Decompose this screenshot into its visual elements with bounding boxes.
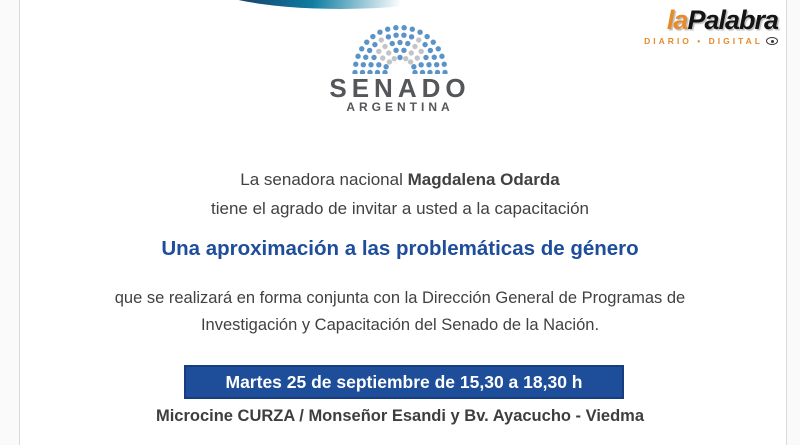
lapalabra-logo [644,5,778,46]
senator-name: Magdalena Odarda [407,170,560,189]
left-margin [0,0,19,445]
lapalabra-palabra: Palabra [687,5,778,35]
top-swoosh-decoration [198,0,483,9]
lapalabra-tagline [644,36,778,46]
left-border-line [19,0,20,445]
senado-logo-subtitle: ARGENTINA [346,100,454,114]
right-margin [787,0,800,445]
body-line-1: que se realizará en forma conjunta con la Dirección General de Programas de [114,289,686,307]
senado-logo-title: SENADO [329,73,471,103]
right-border-line [786,0,787,445]
body-line-2: Investigación y Capacitación del Senado de la Nación. [200,316,600,334]
invitation-line-1-prefix: La senadora nacional [240,170,408,189]
lapalabra-tagline-text: DIARIO • DIGITAL [644,36,763,46]
lapalabra-la: la [666,5,688,35]
course-title: Una aproximación a las problemáticas de género [161,237,639,260]
schedule-banner: Martes 25 de septiembre de 15,30 a 18,30 h [184,365,624,399]
location-line: Microcine CURZA / Monseñor Esandi y Bv. Ayacucho - Viedma [155,407,645,425]
invitation-line-1 [0,170,800,190]
senado-hemicycle-logo [325,24,475,74]
lapalabra-wordmark [644,5,778,35]
invitation-line-2: tiene el agrado de invitar a usted a la capacitación [210,199,590,218]
eye-icon [766,37,778,45]
